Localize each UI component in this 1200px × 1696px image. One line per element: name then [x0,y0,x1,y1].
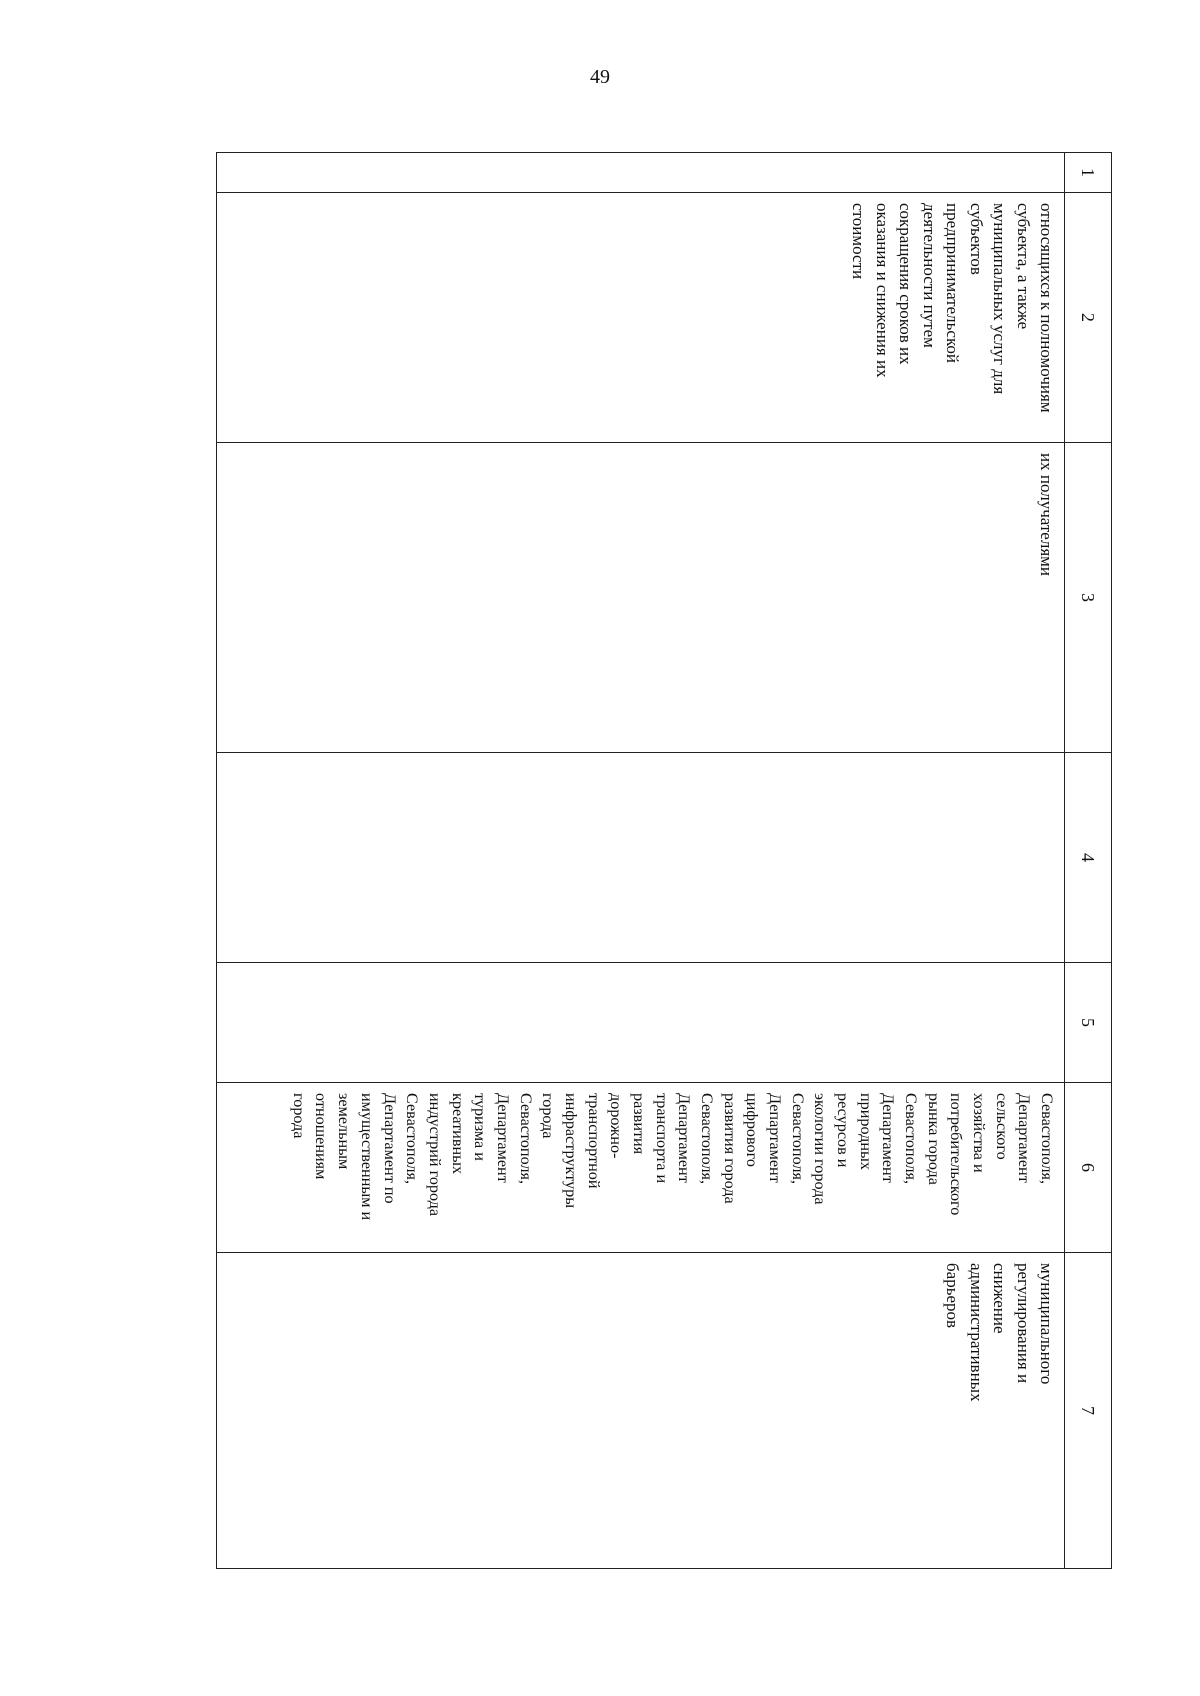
header-col-6: 6 [1065,1083,1112,1253]
cell-col-6-text: Севастополя, Департамент сельского хозяйства и потребительского рынка города Севастополя, Департамент природных ресурсов и экологии города Севастополя, Департамент цифрового развития города Севастополя, Департамент транспорта и развития дорожно- транспортной инфраструктуры города Севастополя, Департамент туризма и креативных индустрий города Севастополя, Департамент по имущественным и земельным отношениям города [289,1093,1056,1221]
cell-col-5 [217,963,1065,1083]
document-table [216,152,1112,1569]
header-col-4: 4 [1065,753,1112,963]
header-col-2: 2 [1065,193,1112,443]
table-row [217,153,1065,1569]
cell-col-4 [217,753,1065,963]
table-header-row [1065,153,1112,1569]
cell-col-1 [217,153,1065,193]
header-col-1: 1 [1065,153,1112,193]
cell-col-3-text: их получателями [1037,453,1056,576]
cell-col-6 [217,1083,1065,1253]
header-col-7: 7 [1065,1253,1112,1569]
cell-col-2-text: относящихся к полномочиям субъекта, а также муниципальных услуг для субъектов предпринимательской деятельности путем сокращения сроков их оказания и снижения их стоимости [849,203,1056,413]
header-col-3: 3 [1065,443,1112,753]
rotated-table-wrapper [216,152,1112,1568]
cell-col-7-text: муниципального регулирования и снижение административных барьеров [943,1263,1056,1402]
header-col-5: 5 [1065,963,1112,1083]
cell-col-2 [217,193,1065,443]
cell-col-7 [217,1253,1065,1569]
cell-col-3 [217,443,1065,753]
page-number: 49 [590,66,610,88]
